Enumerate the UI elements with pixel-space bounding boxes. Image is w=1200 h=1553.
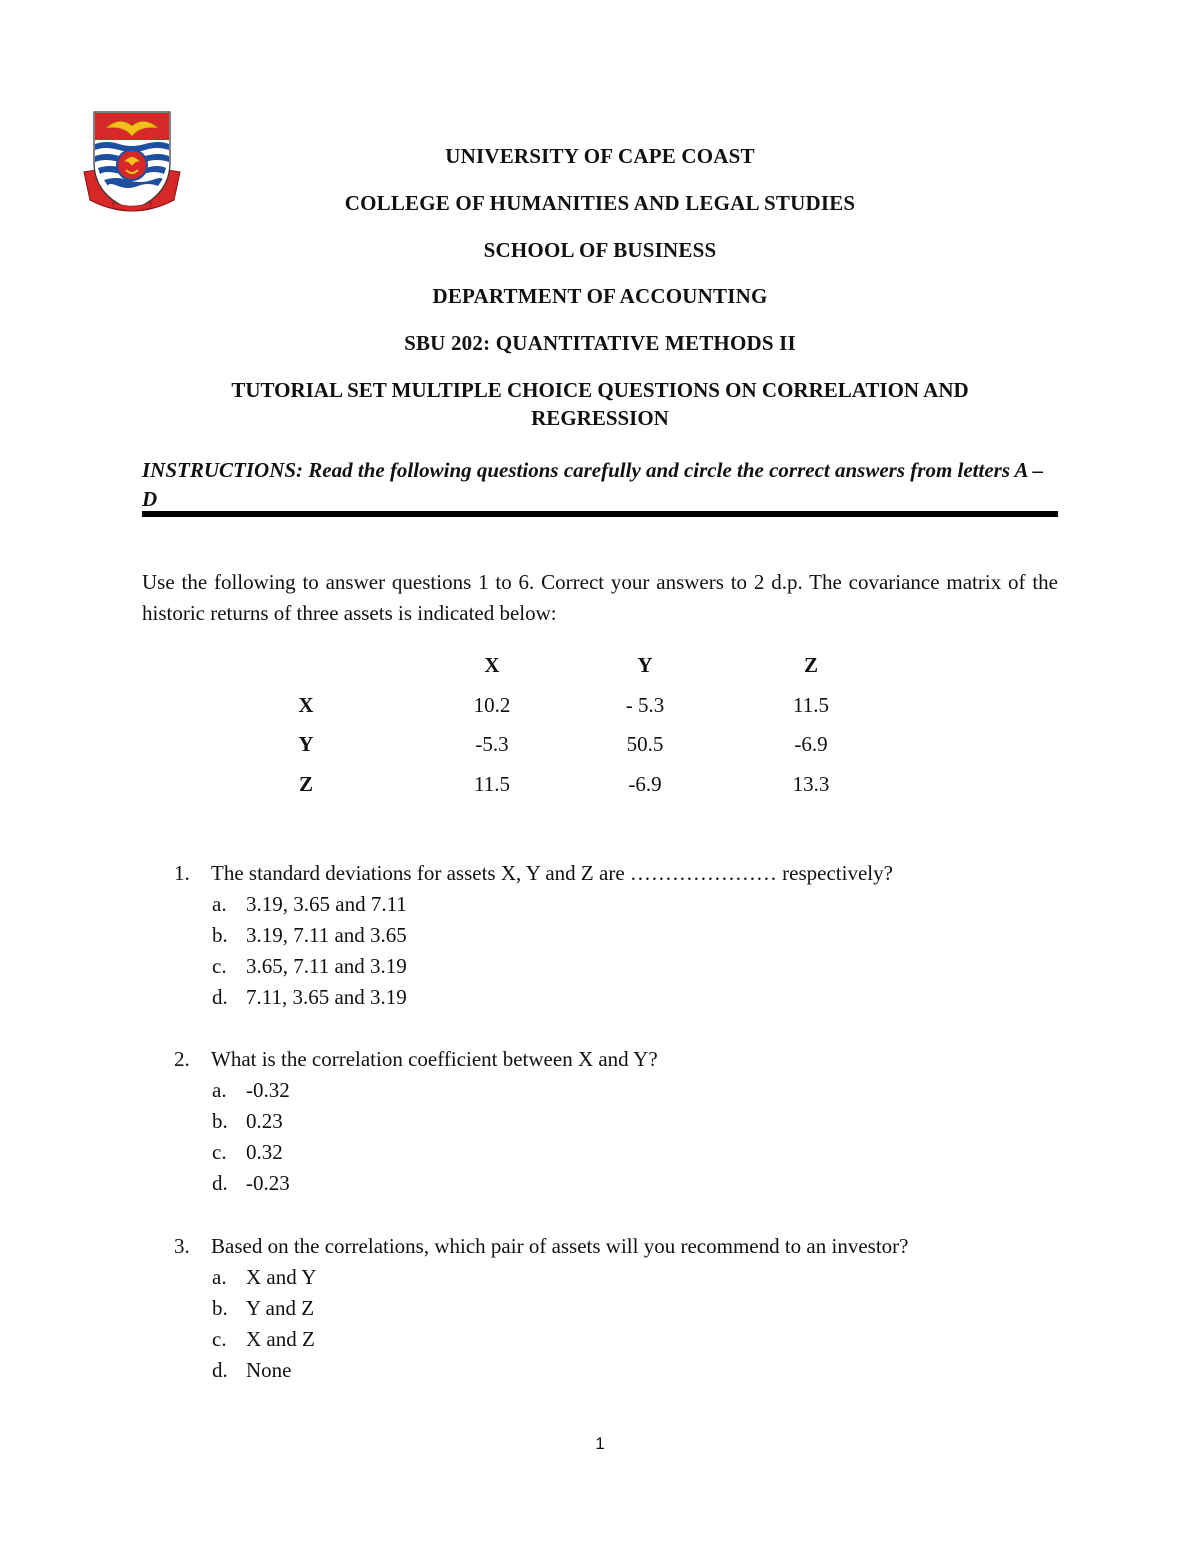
option-letter: b. bbox=[212, 1109, 228, 1133]
matrix-row-label: X bbox=[298, 693, 314, 717]
matrix-cell: 11.5 bbox=[793, 693, 829, 717]
option-text: 7.11, 3.65 and 3.19 bbox=[246, 985, 407, 1009]
question-3 bbox=[174, 1231, 1054, 1386]
option-3a[interactable] bbox=[174, 1262, 1054, 1293]
option-1d[interactable] bbox=[174, 982, 1054, 1013]
option-text: None bbox=[246, 1358, 292, 1382]
option-text: 0.32 bbox=[246, 1140, 283, 1164]
matrix-column-header: Y bbox=[637, 653, 653, 677]
option-3d[interactable] bbox=[174, 1355, 1054, 1386]
question-text: The standard deviations for assets X, Y and Z are ………………… respectively? bbox=[211, 861, 893, 885]
matrix-column-header: Z bbox=[803, 653, 818, 677]
question-text: Based on the correlations, which pair of assets will you recommend to an investor? bbox=[211, 1234, 909, 1258]
matrix-cell: 10.2 bbox=[473, 693, 511, 717]
question-2 bbox=[174, 1044, 1054, 1199]
option-3c[interactable] bbox=[174, 1324, 1054, 1355]
document-title: TUTORIAL SET MULTIPLE CHOICE QUESTIONS ON CORRELATION AND REGRESSION bbox=[231, 378, 969, 430]
university-name: UNIVERSITY OF CAPE COAST bbox=[445, 144, 755, 168]
matrix-cell: 50.5 bbox=[626, 732, 664, 756]
option-text: X and Y bbox=[246, 1265, 317, 1289]
option-text: 3.19, 7.11 and 3.65 bbox=[246, 923, 407, 947]
matrix-row-label: Y bbox=[298, 732, 314, 756]
option-text: -0.23 bbox=[246, 1171, 290, 1195]
matrix-cell: - 5.3 bbox=[625, 693, 665, 717]
intro-paragraph: Use the following to answer questions 1 to 6. Correct your answers to 2 d.p. The covariance matrix of the historic returns of three assets is indicated below: bbox=[142, 570, 1058, 625]
college-name: COLLEGE OF HUMANITIES AND LEGAL STUDIES bbox=[344, 191, 856, 215]
option-letter: a. bbox=[212, 892, 227, 916]
question-number: 1. bbox=[174, 861, 190, 885]
matrix-cell: -6.9 bbox=[794, 732, 828, 756]
matrix-cell: -5.3 bbox=[475, 732, 509, 756]
option-text: 0.23 bbox=[246, 1109, 283, 1133]
course-title: SBU 202: QUANTITATIVE METHODS II bbox=[404, 331, 796, 355]
option-letter: d. bbox=[212, 1171, 228, 1195]
option-letter: c. bbox=[212, 1327, 227, 1351]
option-2c[interactable] bbox=[174, 1137, 1054, 1168]
question-text: What is the correlation coefficient between X and Y? bbox=[211, 1047, 658, 1071]
page-number: 1 bbox=[595, 1434, 605, 1453]
question-number: 3. bbox=[174, 1234, 190, 1258]
question-number: 2. bbox=[174, 1047, 190, 1071]
option-3b[interactable] bbox=[174, 1293, 1054, 1324]
option-letter: d. bbox=[212, 985, 228, 1009]
matrix-row-label: Z bbox=[298, 772, 313, 796]
option-letter: b. bbox=[212, 1296, 228, 1320]
option-text: 3.65, 7.11 and 3.19 bbox=[246, 954, 407, 978]
matrix-column-header: X bbox=[484, 653, 500, 677]
option-letter: d. bbox=[212, 1358, 228, 1382]
option-text: 3.19, 3.65 and 7.11 bbox=[246, 892, 407, 916]
option-letter: a. bbox=[212, 1265, 227, 1289]
divider-rule bbox=[142, 511, 1058, 517]
option-letter: b. bbox=[212, 923, 228, 947]
instructions-text: INSTRUCTIONS: Read the following questions carefully and circle the correct answers from letters A – D bbox=[142, 458, 1044, 511]
question-1 bbox=[174, 858, 1054, 1013]
option-letter: a. bbox=[212, 1078, 227, 1102]
matrix-cell: -6.9 bbox=[628, 772, 662, 796]
option-1b[interactable] bbox=[174, 920, 1054, 951]
option-2d[interactable] bbox=[174, 1168, 1054, 1199]
option-1c[interactable] bbox=[174, 951, 1054, 982]
option-text: Y and Z bbox=[246, 1296, 315, 1320]
matrix-cell: 13.3 bbox=[792, 772, 830, 796]
option-2a[interactable] bbox=[174, 1075, 1054, 1106]
option-letter: c. bbox=[212, 954, 227, 978]
school-name: SCHOOL OF BUSINESS bbox=[483, 238, 717, 262]
option-letter: c. bbox=[212, 1140, 227, 1164]
option-text: X and Z bbox=[246, 1327, 315, 1351]
option-text: -0.32 bbox=[246, 1078, 290, 1102]
department-name: DEPARTMENT OF ACCOUNTING bbox=[432, 284, 768, 308]
option-1a[interactable] bbox=[174, 889, 1054, 920]
option-2b[interactable] bbox=[174, 1106, 1054, 1137]
matrix-cell: 11.5 bbox=[474, 772, 510, 796]
